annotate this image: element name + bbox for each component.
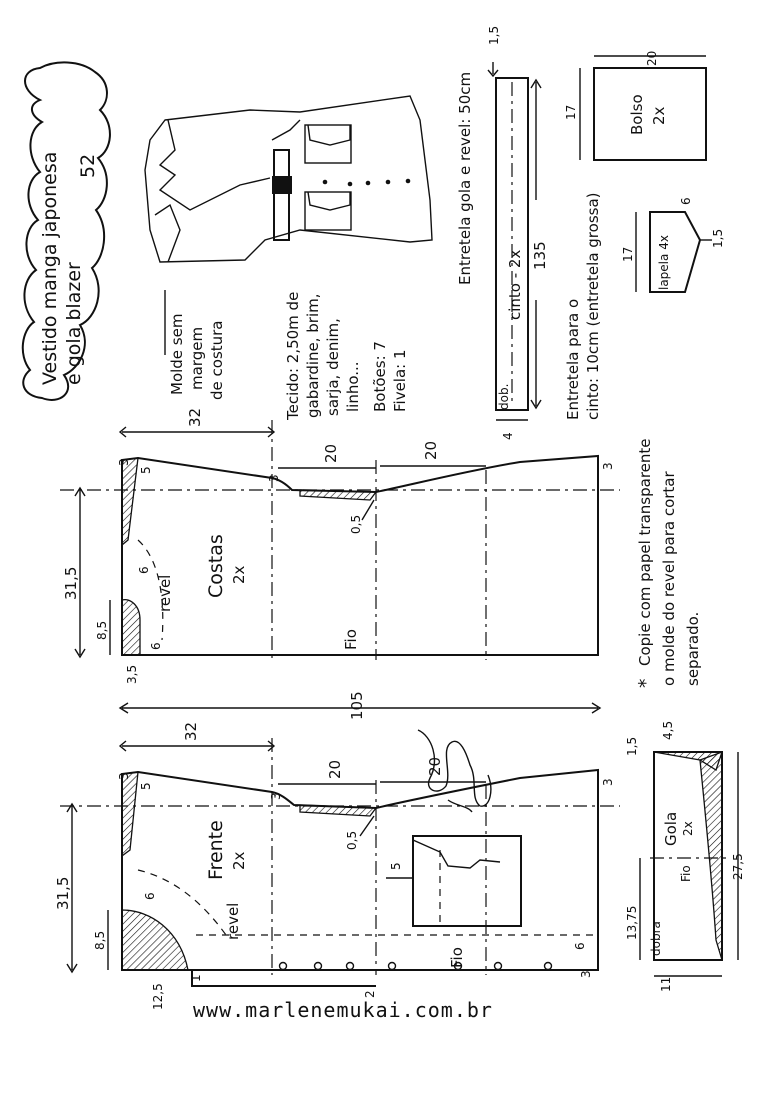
svg-text:3: 3 bbox=[269, 792, 283, 800]
svg-text:0,5: 0,5 bbox=[349, 514, 363, 534]
svg-text:separado.: separado. bbox=[684, 611, 702, 686]
svg-text:2: 2 bbox=[363, 990, 377, 998]
svg-text:3: 3 bbox=[601, 778, 615, 786]
svg-text:dob.: dob. bbox=[497, 383, 511, 410]
title-cloud bbox=[23, 62, 110, 400]
svg-text:gabardine, brim,: gabardine, brim, bbox=[304, 293, 322, 418]
svg-text:Fio: Fio bbox=[342, 629, 360, 650]
svg-text:cinto: 10cm (entretela grossa): cinto: 10cm (entretela grossa) bbox=[584, 192, 602, 420]
title-size: 52 bbox=[77, 153, 99, 178]
svg-text:32: 32 bbox=[182, 721, 200, 741]
svg-text:Fivela: 1: Fivela: 1 bbox=[391, 349, 409, 412]
svg-text:dobra: dobra bbox=[649, 921, 663, 956]
svg-text:1,5: 1,5 bbox=[625, 736, 639, 756]
svg-text:2x: 2x bbox=[230, 565, 248, 584]
svg-text:17: 17 bbox=[564, 104, 578, 120]
title-line1: Vestido manga japonesa bbox=[39, 151, 61, 385]
fabric-note bbox=[284, 292, 409, 421]
svg-text:31,5: 31,5 bbox=[62, 566, 80, 600]
svg-text:20: 20 bbox=[326, 759, 344, 779]
back-piece bbox=[60, 408, 620, 720]
svg-text:3,5: 3,5 bbox=[125, 664, 139, 684]
svg-text:*: * bbox=[635, 678, 657, 688]
svg-text:5: 5 bbox=[139, 466, 153, 474]
svg-text:linho...: linho... bbox=[344, 361, 362, 412]
copy-note bbox=[635, 439, 702, 689]
svg-text:13,75: 13,75 bbox=[625, 905, 639, 940]
svg-text:Botões: 7: Botões: 7 bbox=[371, 341, 389, 412]
svg-text:32: 32 bbox=[186, 407, 204, 427]
svg-text:6: 6 bbox=[143, 892, 157, 900]
svg-text:6: 6 bbox=[573, 942, 587, 950]
svg-text:Fio: Fio bbox=[679, 865, 693, 882]
svg-text:Entretela para o: Entretela para o bbox=[564, 298, 582, 420]
svg-text:5: 5 bbox=[139, 782, 153, 790]
front-piece bbox=[54, 722, 620, 1010]
svg-text:105: 105 bbox=[348, 691, 366, 720]
svg-text:1,5: 1,5 bbox=[711, 228, 725, 248]
svg-text:1: 1 bbox=[189, 974, 203, 982]
pocket-piece bbox=[564, 51, 706, 160]
svg-text:Copie com papel transparente: Copie com papel transparente bbox=[636, 438, 654, 666]
svg-text:Gola: Gola bbox=[662, 811, 680, 846]
svg-text:5: 5 bbox=[389, 862, 403, 870]
svg-text:Molde sem: Molde sem bbox=[168, 313, 186, 395]
svg-text:20: 20 bbox=[645, 50, 659, 66]
svg-text:20: 20 bbox=[426, 756, 444, 776]
svg-text:cinto - 2x: cinto - 2x bbox=[506, 249, 524, 320]
svg-text:17: 17 bbox=[621, 246, 635, 262]
svg-text:20: 20 bbox=[422, 440, 440, 460]
svg-text:revel: revel bbox=[156, 574, 174, 612]
svg-text:3: 3 bbox=[117, 772, 131, 780]
svg-text:revel: revel bbox=[224, 902, 242, 940]
svg-text:2x: 2x bbox=[681, 821, 695, 836]
no-seam-note bbox=[165, 290, 226, 400]
svg-text:Bolso: Bolso bbox=[628, 94, 646, 135]
svg-text:4: 4 bbox=[501, 432, 515, 440]
svg-text:3: 3 bbox=[267, 474, 281, 482]
svg-text:12,5: 12,5 bbox=[151, 983, 165, 1010]
svg-text:2x: 2x bbox=[230, 851, 248, 870]
svg-text:4,5: 4,5 bbox=[661, 720, 675, 740]
svg-text:6: 6 bbox=[137, 566, 151, 574]
svg-text:2x: 2x bbox=[650, 106, 668, 125]
svg-text:135: 135 bbox=[531, 241, 549, 270]
svg-text:8,5: 8,5 bbox=[95, 620, 109, 640]
svg-text:3: 3 bbox=[579, 970, 593, 978]
collar-piece bbox=[625, 721, 745, 992]
svg-text:Fio: Fio bbox=[448, 947, 466, 968]
svg-text:8,5: 8,5 bbox=[93, 930, 107, 950]
svg-text:de costura: de costura bbox=[208, 320, 226, 400]
svg-text:margem: margem bbox=[188, 326, 206, 390]
svg-text:lapela 4x: lapela 4x bbox=[657, 235, 671, 290]
svg-text:Costas: Costas bbox=[205, 534, 227, 598]
svg-text:Tecido: 2,50m de: Tecido: 2,50m de bbox=[284, 291, 302, 420]
svg-text:27,5: 27,5 bbox=[731, 853, 745, 880]
svg-text:3: 3 bbox=[117, 458, 131, 466]
dress-illustration bbox=[145, 96, 432, 262]
svg-text:6: 6 bbox=[149, 642, 163, 650]
svg-text:Frente: Frente bbox=[205, 820, 227, 880]
svg-text:Entretela gola e revel: 50cm: Entretela gola e revel: 50cm bbox=[456, 71, 474, 285]
svg-text:o molde do revel para cortar: o molde do revel para cortar bbox=[660, 471, 678, 686]
svg-text:6: 6 bbox=[679, 197, 693, 205]
svg-text:20: 20 bbox=[322, 443, 340, 463]
svg-text:sarja, denim,: sarja, denim, bbox=[324, 318, 342, 416]
svg-text:3: 3 bbox=[601, 462, 615, 470]
svg-text:1,5: 1,5 bbox=[487, 25, 501, 45]
lapel-piece bbox=[621, 197, 725, 292]
svg-text:0,5: 0,5 bbox=[345, 830, 359, 850]
svg-text:11: 11 bbox=[659, 976, 673, 992]
svg-text:31,5: 31,5 bbox=[54, 876, 72, 910]
title-line2: e gola blazer bbox=[63, 262, 85, 385]
website-url: www.marlenemukai.com.br bbox=[193, 998, 493, 1022]
